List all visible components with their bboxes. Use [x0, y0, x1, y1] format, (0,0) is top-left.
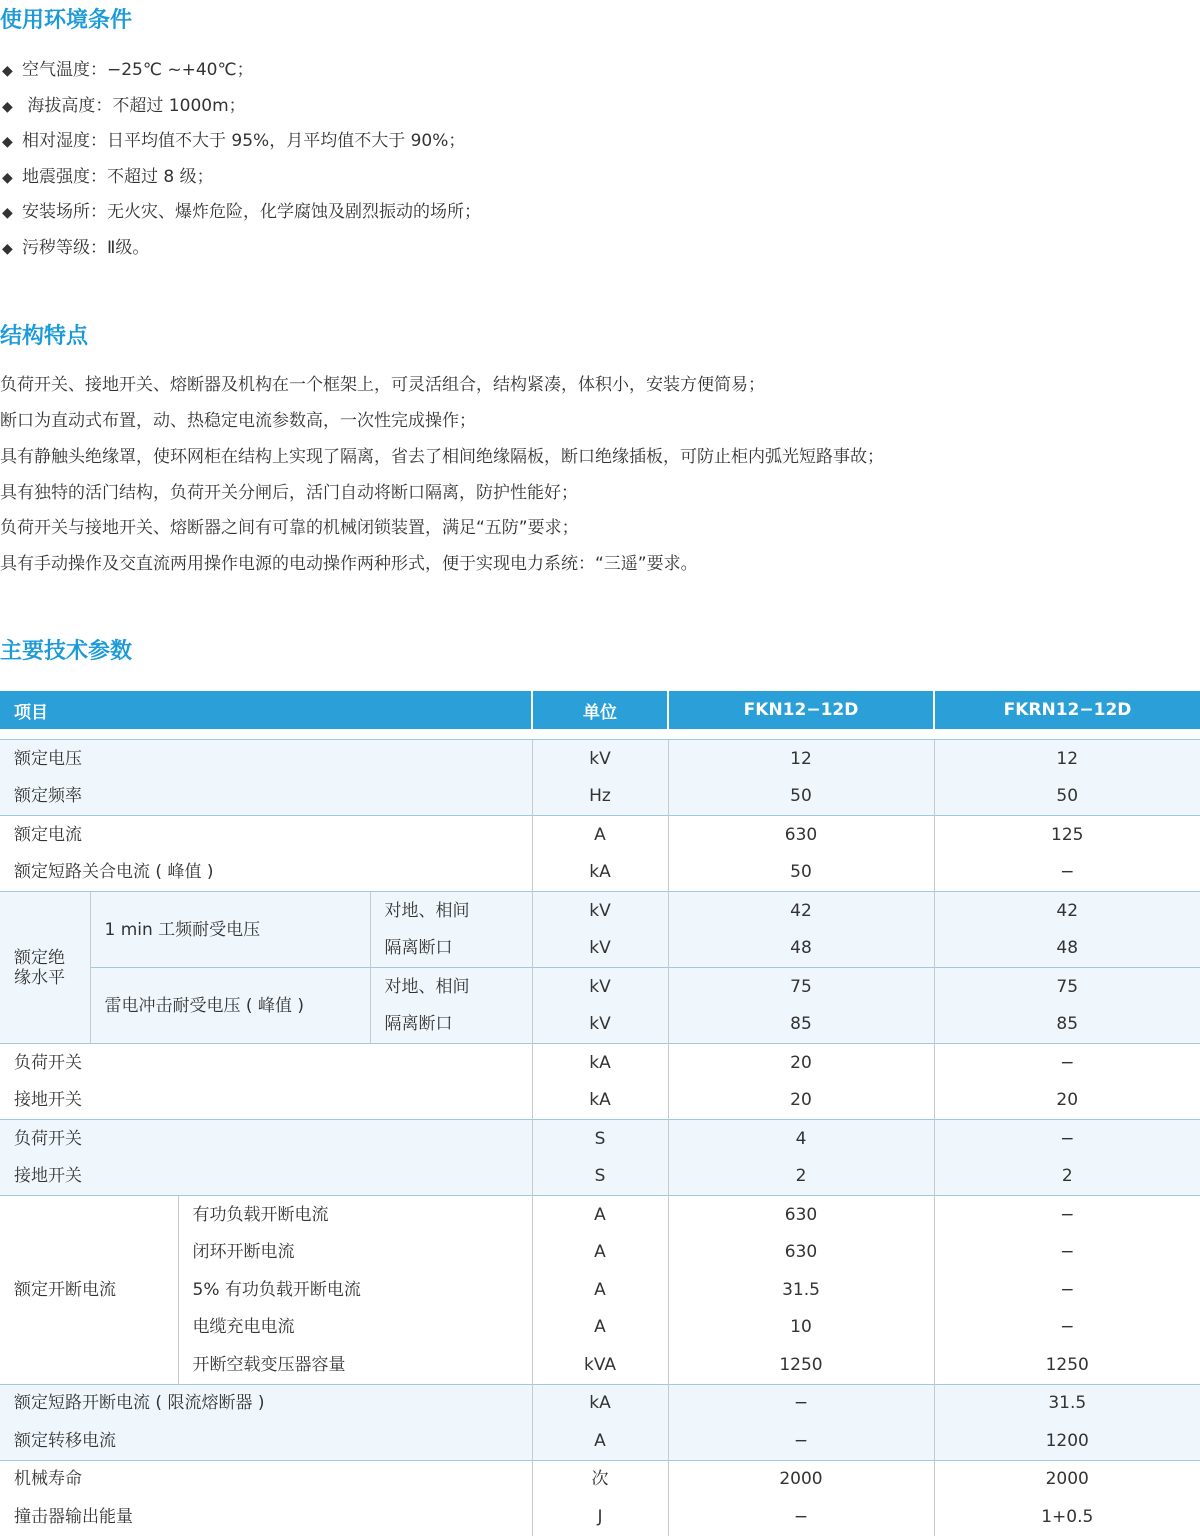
table-row: 机械寿命 次 2000 2000: [0, 1460, 1200, 1498]
table-row: 雷电冲击耐受电压 ( 峰值 ) 对地、相间 kV 75 75: [0, 968, 1200, 1006]
parameters-table: [0, 691, 1200, 1536]
struct-item: 负荷开关、接地开关、熔断器及机构在一个框架上，可灵活组合，结构紧凑，体积小，安装方便简易；: [0, 375, 765, 395]
table-row: 额定频率 Hz 50 50: [0, 778, 1200, 816]
table-row: 额定电流 A 630 125: [0, 816, 1200, 854]
env-item: ◆ 安装场所：无火灾、爆炸危险，化学腐蚀及剧烈振动的场所；: [2, 200, 481, 225]
table-row: 额定开断电流 有功负载开断电流 A 630 −: [0, 1196, 1200, 1234]
table-row: 负荷开关 S 4 −: [0, 1120, 1200, 1158]
table-row: 闭环开断电流 A 630 −: [0, 1234, 1200, 1272]
section-title-structure: 结构特点: [0, 324, 89, 349]
env-item: ◆ 相对湿度：日平均值不大于 95%，月平均值不大于 90%；: [2, 129, 465, 154]
env-item: ◆ 空气温度：−25℃ ~+40℃；: [2, 58, 254, 83]
table-row: 隔离断口 kV 85 85: [0, 1006, 1200, 1044]
struct-item: 断口为直动式布置，动、热稳定电流参数高，一次性完成操作；: [0, 411, 476, 431]
header-model-a: FKN12−12D: [668, 691, 934, 729]
table-row: 负荷开关 kA 20 −: [0, 1044, 1200, 1082]
table-row: 额定短路关合电流 ( 峰值 ) kA 50 −: [0, 854, 1200, 892]
table-row: 5% 有功负载开断电流 A 31.5 −: [0, 1271, 1200, 1309]
table-row: 撞击器输出能量 J − 1+0.5: [0, 1498, 1200, 1536]
table-row: 隔离断口 kV 48 48: [0, 930, 1200, 968]
diamond-bullet-icon: ◆: [2, 134, 13, 150]
header-item: 项目: [0, 691, 532, 729]
diamond-bullet-icon: ◆: [2, 63, 13, 79]
table-row: 额定绝缘水平 1 min 工频耐受电压 对地、相间 kV 42 42: [0, 892, 1200, 930]
struct-item: 具有手动操作及交直流两用操作电源的电动操作两种形式，便于实现电力系统：“三遥”要求。: [0, 554, 698, 574]
section-title-parameters: 主要技术参数: [0, 639, 133, 664]
table-row: 接地开关 kA 20 20: [0, 1082, 1200, 1120]
env-item: ◆ 海拔高度：不超过 1000m；: [2, 94, 246, 119]
diamond-bullet-icon: ◆: [2, 205, 13, 221]
struct-item: 具有静触头绝缘罩，使环网柜在结构上实现了隔离，省去了相间绝缘隔板，断口绝缘插板，可防止柜内弧光短路事故；: [0, 447, 884, 467]
header-model-b: FKRN12−12D: [934, 691, 1200, 729]
table-row: 电缆充电电流 A 10 −: [0, 1309, 1200, 1347]
table-row: 开断空载变压器容量 kVA 1250 1250: [0, 1346, 1200, 1384]
table-header-row: [0, 691, 1200, 729]
header-unit: 单位: [532, 691, 668, 729]
table-row: 额定短路开断电流 ( 限流熔断器 ) kA − 31.5: [0, 1384, 1200, 1422]
diamond-bullet-icon: ◆: [2, 170, 13, 186]
table-row: 接地开关 S 2 2: [0, 1158, 1200, 1196]
table-row: 额定电压 kV 12 12: [0, 740, 1200, 778]
diamond-bullet-icon: ◆: [2, 241, 13, 257]
struct-item: 负荷开关与接地开关、熔断器之间有可靠的机械闭锁装置，满足“五防”要求；: [0, 518, 579, 538]
diamond-bullet-icon: ◆: [2, 99, 13, 115]
env-item: ◆ 地震强度：不超过 8 级；: [2, 165, 214, 190]
table-row: 额定转移电流 A − 1200: [0, 1422, 1200, 1460]
struct-item: 具有独特的活门结构，负荷开关分闸后，活门自动将断口隔离，防护性能好；: [0, 483, 578, 503]
section-title-environment: 使用环境条件: [0, 8, 133, 33]
env-item: ◆ 污秽等级：Ⅱ级。: [2, 236, 149, 261]
